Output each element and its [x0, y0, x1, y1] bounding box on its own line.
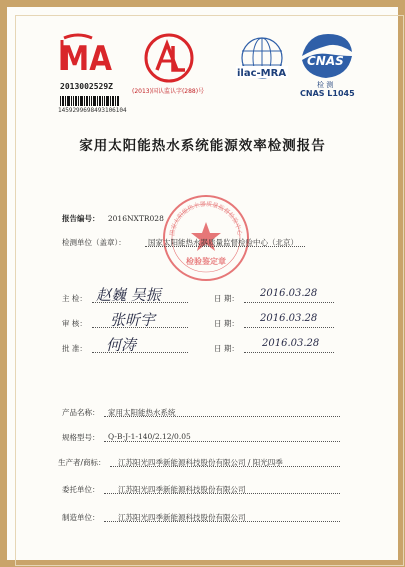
- test-unit-underline: [145, 246, 305, 247]
- cnas-sub-label: 检 测: [317, 81, 334, 89]
- field-label: 规格型号：: [62, 433, 100, 442]
- cal-logo: [143, 32, 195, 84]
- field-label: 产品名称：: [62, 408, 100, 417]
- signature-role-label: 审 核：: [62, 319, 87, 328]
- stamp-text: 检验鉴定章: [186, 257, 226, 266]
- signature-date: 2016.03.28: [260, 288, 318, 299]
- cal-code: (2013)国认监认字(288)号: [132, 88, 205, 95]
- field-value: 家用太阳能热水系统: [108, 408, 176, 417]
- report-number-label: 报告编号：: [62, 214, 100, 223]
- cnas-code: CNAS L1045: [300, 89, 355, 98]
- field-underline: [110, 466, 340, 467]
- barcode-number: 145929969849310610​4: [58, 107, 127, 114]
- date-label: 日 期：: [214, 344, 239, 353]
- field-underline: [104, 493, 340, 494]
- date-underline: [244, 327, 334, 328]
- test-unit-row: [62, 237, 126, 248]
- test-unit-value: 国家太阳能热水器质量监督检验中心（北京）: [148, 238, 298, 247]
- handwritten-signature: 张昕宇: [110, 311, 156, 329]
- cma-logo: [58, 32, 114, 80]
- field-label: 委托单位：: [62, 485, 100, 494]
- report-number-row: [62, 213, 164, 224]
- stamp-ring-text: 国家太阳能热水器质量监督检验中心: [168, 200, 244, 237]
- field-value: 江苏阳光四季新能源科技股份有限公司: [118, 513, 246, 522]
- signature-role-label: 主 检：: [62, 294, 87, 303]
- field-value: 江苏阳光四季新能源科技股份有限公司 / 阳光四季: [118, 458, 283, 467]
- barcode: [60, 96, 120, 106]
- signature-role-label: 批 准：: [62, 344, 87, 353]
- field-value: 江苏阳光四季新能源科技股份有限公司: [118, 485, 246, 494]
- field-label: 生产者/商标：: [58, 458, 106, 467]
- svg-text:MA: MA: [60, 39, 113, 79]
- cnas-logo: [298, 32, 356, 80]
- ilac-mra-label: ilac-MRA: [237, 68, 287, 79]
- test-unit-label: 检测单位（盖章）：: [62, 238, 126, 247]
- date-label: 日 期：: [214, 294, 239, 303]
- ilac-mra-logo: [232, 36, 292, 86]
- field-underline: [104, 441, 340, 442]
- signature-date: 2016.03.28: [262, 338, 320, 349]
- date-label: 日 期：: [214, 319, 239, 328]
- signature-date: 2016.03.28: [260, 313, 318, 324]
- field-label: 制造单位：: [62, 513, 100, 522]
- handwritten-signature: 何涛: [106, 336, 137, 354]
- cnas-label: CNAS: [307, 54, 344, 68]
- date-underline: [244, 302, 334, 303]
- cma-code: 2013002529Z: [60, 82, 113, 91]
- report-title: 家用太阳能热水系统能源效率检测报告: [79, 138, 326, 154]
- report-number-value: 2016NXTR028: [107, 214, 164, 223]
- date-underline: [244, 352, 334, 353]
- field-underline: [104, 521, 340, 522]
- field-underline: [104, 416, 340, 417]
- field-value: Q-B-J-1-140/2.12/0.05: [108, 432, 191, 441]
- handwritten-signature: 赵巍 吴振: [96, 286, 161, 304]
